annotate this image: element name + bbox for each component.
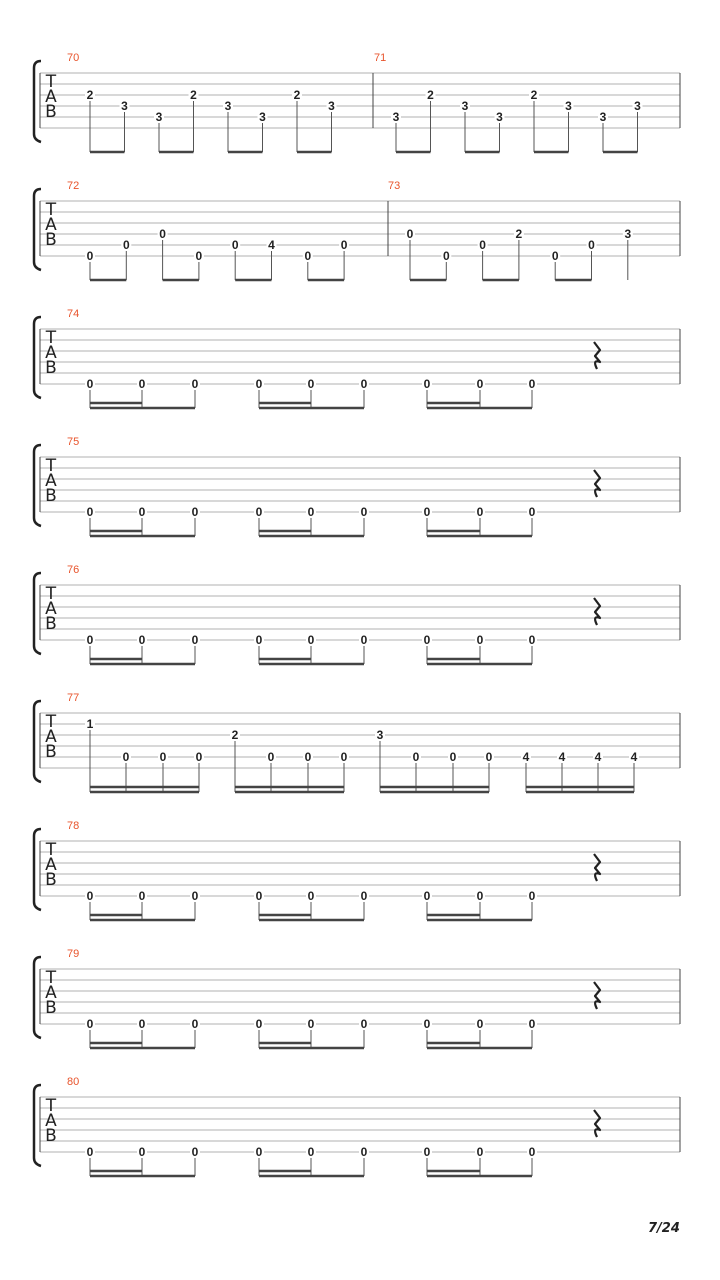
fret-number: 0: [476, 377, 484, 391]
quarter-rest: [594, 854, 600, 881]
tab-clef-letter: A: [45, 599, 57, 619]
fret-number: 4: [558, 750, 566, 764]
tab-clef-letter: A: [45, 87, 57, 107]
fret-number: 0: [191, 889, 199, 903]
fret-number: 0: [360, 889, 368, 903]
tab-clef-letter: T: [45, 328, 57, 348]
measure-number: 77: [67, 692, 80, 704]
tab-clef-letter: T: [45, 968, 57, 988]
fret-number: 0: [479, 238, 486, 252]
tab-clef-letter: A: [45, 1111, 57, 1131]
fret-number: 0: [307, 1145, 315, 1159]
measure-70: [67, 52, 373, 152]
system-measure-78: [34, 820, 680, 920]
fret-number: 0: [360, 1145, 368, 1159]
measure-number: 80: [67, 1076, 80, 1088]
fret-number: 2: [190, 88, 197, 102]
tab-clef-letter: T: [45, 72, 57, 92]
fret-number: 0: [360, 633, 368, 647]
fret-number: 2: [86, 88, 94, 102]
measure-number: 73: [388, 180, 401, 192]
measure-number: 71: [374, 52, 387, 64]
fret-number: 0: [255, 1017, 263, 1031]
fret-number: 0: [304, 249, 312, 263]
system-measures-72-73: [34, 180, 680, 280]
fret-number: 0: [191, 633, 199, 647]
fret-number: 0: [255, 1145, 263, 1159]
fret-number: 3: [599, 110, 607, 124]
fret-number: 0: [423, 377, 431, 391]
tab-clef-letter: T: [45, 584, 57, 604]
fret-number: 0: [86, 1145, 94, 1159]
tab-clef-letter: B: [45, 998, 57, 1018]
fret-number: 0: [307, 1017, 315, 1031]
fret-number: 0: [138, 377, 146, 391]
tab-clef-letter: B: [45, 102, 57, 122]
tab-clef-letter: A: [45, 215, 57, 235]
system-measure-77: [34, 692, 680, 792]
tab-clef-letter: A: [45, 983, 57, 1003]
fret-number: 0: [122, 238, 130, 252]
fret-number: 0: [528, 1145, 536, 1159]
fret-number: 0: [340, 750, 348, 764]
tab-clef-letter: B: [45, 230, 57, 250]
fret-number: 0: [195, 750, 203, 764]
fret-number: 0: [191, 505, 199, 519]
quarter-rest: [594, 982, 600, 1009]
tab-clef-letter: A: [45, 471, 57, 491]
fret-number: 0: [255, 889, 263, 903]
fret-number: 0: [255, 633, 263, 647]
system-measure-75: [34, 436, 680, 536]
fret-number: 0: [304, 750, 312, 764]
quarter-rest: [594, 1110, 600, 1137]
fret-number: 0: [195, 249, 203, 263]
fret-number: 4: [630, 750, 638, 764]
fret-number: 0: [528, 377, 536, 391]
fret-number: 0: [86, 1017, 94, 1031]
tab-clef-letter: B: [45, 1126, 57, 1146]
fret-number: 3: [496, 110, 503, 124]
fret-number: 0: [485, 750, 493, 764]
fret-number: 0: [423, 633, 431, 647]
fret-number: 2: [515, 227, 523, 241]
fret-number: 0: [551, 249, 559, 263]
tab-clef-letter: B: [45, 870, 57, 890]
measure-77: [67, 692, 639, 792]
measure-74: [67, 308, 600, 408]
fret-number: 0: [307, 633, 315, 647]
tab-clef-letter: B: [45, 614, 57, 634]
fret-number: 0: [159, 750, 167, 764]
measure-number: 79: [67, 948, 80, 960]
fret-number: 0: [423, 889, 431, 903]
fret-number: 0: [307, 889, 315, 903]
fret-number: 4: [522, 750, 530, 764]
fret-number: 3: [155, 110, 163, 124]
fret-number: 3: [634, 99, 641, 113]
tab-clef-letter: B: [45, 742, 57, 762]
fret-number: 0: [442, 249, 450, 263]
fret-number: 2: [293, 88, 301, 102]
system-measure-76: [34, 564, 680, 664]
measure-79: [67, 948, 600, 1048]
measure-number: 76: [67, 564, 80, 576]
fret-number: 0: [360, 1017, 368, 1031]
fret-number: 3: [624, 227, 632, 241]
fret-number: 3: [259, 110, 266, 124]
measure-71: [374, 52, 643, 152]
fret-number: 0: [588, 238, 595, 252]
fret-number: 0: [191, 377, 199, 391]
measure-78: [67, 820, 600, 920]
fret-number: 0: [340, 238, 348, 252]
tab-clef-letter: T: [45, 840, 57, 860]
fret-number: 2: [530, 88, 538, 102]
measure-number: 72: [67, 180, 80, 192]
fret-number: 0: [423, 1145, 431, 1159]
fret-number: 0: [86, 633, 94, 647]
tab-clef-letter: T: [45, 200, 57, 220]
fret-number: 0: [138, 1017, 146, 1031]
tab-clef-letter: A: [45, 855, 57, 875]
measure-number: 74: [67, 308, 80, 320]
fret-number: 0: [307, 505, 315, 519]
fret-number: 0: [86, 249, 94, 263]
fret-number: 0: [528, 1017, 536, 1031]
fret-number: 3: [565, 99, 572, 113]
fret-number: 0: [528, 889, 536, 903]
fret-number: 0: [138, 633, 146, 647]
fret-number: 0: [476, 1017, 484, 1031]
fret-number: 0: [406, 227, 414, 241]
fret-number: 0: [423, 1017, 431, 1031]
fret-number: 0: [191, 1017, 199, 1031]
measure-76: [67, 564, 600, 664]
system-measures-70-71: [34, 52, 680, 152]
fret-number: 3: [121, 99, 128, 113]
tab-clef-letter: A: [45, 343, 57, 363]
quarter-rest: [594, 598, 600, 625]
fret-number: 0: [528, 633, 536, 647]
fret-number: 0: [360, 377, 368, 391]
fret-number: 0: [476, 505, 484, 519]
measure-73: [388, 180, 633, 280]
fret-number: 0: [231, 238, 239, 252]
tab-clef-letter: T: [45, 712, 57, 732]
fret-number: 0: [449, 750, 457, 764]
tab-clef-letter: A: [45, 727, 57, 747]
fret-number: 0: [307, 377, 315, 391]
fret-number: 0: [138, 1145, 146, 1159]
fret-number: 2: [231, 728, 239, 742]
fret-number: 0: [528, 505, 536, 519]
fret-number: 4: [594, 750, 602, 764]
fret-number: 0: [423, 505, 431, 519]
fret-number: 0: [476, 633, 484, 647]
fret-number: 0: [412, 750, 420, 764]
measure-75: [67, 436, 600, 536]
fret-number: 0: [360, 505, 368, 519]
measure-number: 78: [67, 820, 80, 832]
page-number: 7/24: [648, 1221, 680, 1236]
tab-clef-letter: T: [45, 456, 57, 476]
fret-number: 3: [328, 99, 335, 113]
fret-number: 3: [392, 110, 400, 124]
measure-number: 75: [67, 436, 80, 448]
fret-number: 0: [191, 1145, 199, 1159]
fret-number: 3: [376, 728, 384, 742]
fret-number: 3: [461, 99, 469, 113]
measure-72: [67, 180, 388, 280]
fret-number: 0: [267, 750, 275, 764]
fret-number: 0: [476, 889, 484, 903]
fret-number: 0: [255, 377, 263, 391]
measure-80: [67, 1076, 600, 1176]
fret-number: 0: [138, 505, 146, 519]
fret-number: 0: [86, 377, 94, 391]
fret-number: 3: [224, 99, 232, 113]
fret-number: 0: [122, 750, 130, 764]
system-measure-74: [34, 308, 680, 408]
fret-number: 4: [268, 238, 275, 252]
fret-number: 0: [86, 505, 94, 519]
tab-clef-letter: B: [45, 358, 57, 378]
system-measure-80: [34, 1076, 680, 1176]
tab-clef-letter: B: [45, 486, 57, 506]
fret-number: 0: [138, 889, 146, 903]
quarter-rest: [594, 470, 600, 497]
fret-number: 0: [255, 505, 263, 519]
system-measure-79: [34, 948, 680, 1048]
fret-number: 2: [427, 88, 434, 102]
measure-number: 70: [67, 52, 80, 64]
tab-clef-letter: T: [45, 1096, 57, 1116]
fret-number: 1: [86, 717, 94, 731]
fret-number: 0: [159, 227, 166, 241]
fret-number: 0: [476, 1145, 484, 1159]
quarter-rest: [594, 342, 600, 369]
fret-number: 0: [86, 889, 94, 903]
